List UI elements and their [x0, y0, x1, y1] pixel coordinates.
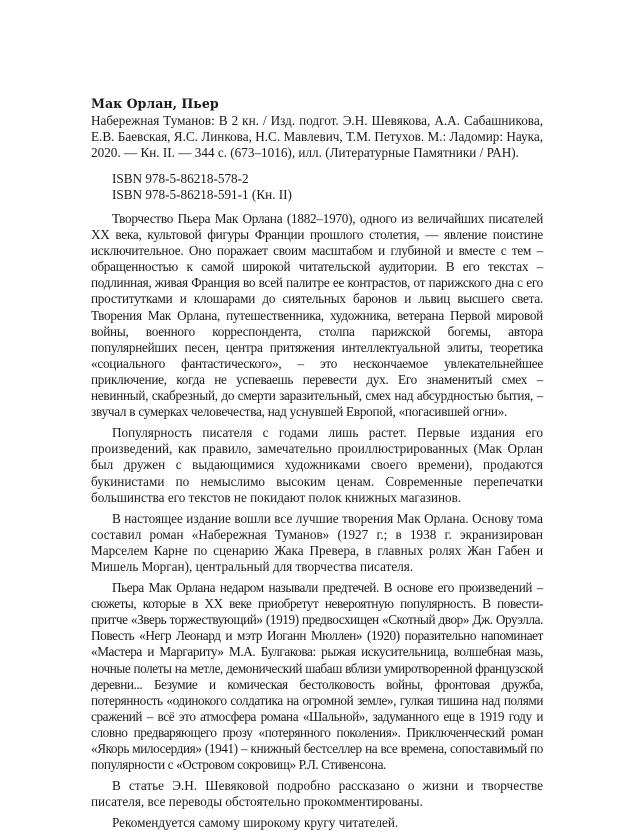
annotation [91, 211, 543, 831]
annotation-paragraph: В статье Э.Н. Шевяковой подробно рассказано о жизни и творчестве писателя, все переводы обстоятельно прокомментированы. [91, 778, 543, 810]
annotation-paragraph: В настоящее издание вошли все лучшие творения Мак Орлана. Основу тома составил роман «Набережная Туманов» (1927 г.; в 1938 г. экранизирован Марселем Карне по сценарию Жака Превера, в главных ролях Жан Габен и Мишель Морган), центральный для творчества писателя. [91, 510, 543, 574]
annotation-paragraph: Рекомендуется самому широкому кругу читателей. [112, 815, 399, 831]
isbn-line: ISBN 978-5-86218-591-1 (Кн. II) [112, 186, 292, 202]
bibliographic-description: Набережная Туманов: В 2 кн. / Изд. подгот. Э.Н. Шевякова, А.А. Сабашникова, Е.В. Баевская, Я.С. Линкова, Н.С. Мавлевич, Т.М. Петухов. М.: Ладомир: Наука, 2020. — Кн. II. — 344 с. (673–1016), илл. (Литературные Памятники / РАН). [91, 113, 543, 161]
annotation-paragraph: Популярность писателя с годами лишь растет. Первые издания его произведений, как правило, замечательно проиллюстрированных (Мак Орлан был дружен с выдающимися художниками своего времени), продаются букинистами по немыслимо высоким ценам. Современные перепечатки большинства его текстов не покидают полок книжных магазинов. [91, 425, 543, 505]
author-heading: Мак Орлан, Пьер [91, 96, 219, 111]
isbn-list [91, 171, 543, 203]
catalog-record [91, 96, 543, 831]
isbn-line: ISBN 978-5-86218-578-2 [112, 170, 249, 186]
annotation-paragraph: Творчество Пьера Мак Орлана (1882–1970), одного из величайших писателей XX века, культовой фигуры Франции прошлого столетия, — явление поистине исключительное. Оно поражает своим масштабом и глубиной и вместе с тем – обращенностью к самой широкой читательской аудитории. В его текстах – подлинная, живая Франция во всей палитре ее контрастов, от парижского дна с его проститутками и клошарами до сиятельных баронов и львиц высшего света. Творения Мак Орлана, путешественника, художника, ветерана Первой мировой войны, военного корреспондента, столпа парижской богемы, автора популярнейших песен, центра притяжения интеллектуальной элиты, теоретика «социального фантастического», – это нескончаемое увлекательнейшее приключение, когда не успеваешь перевести дух. Его знаменитый смех – невинный, скабрезный, до смерти заразительный, смех над абсурдностью бытия, – звучал в сумерках человечества, над уснувшей Европой, «погасившей огни». [91, 211, 543, 420]
annotation-paragraph: Пьера Мак Орлана недаром называли предтечей. В основе его произведений – сюжеты, которые в XX веке приобретут невероятную популярность. В повести-притче «Зверь торжествующий» (1919) предвосхищен «Скотный двор» Дж. Оруэлла. Повесть «Негр Леонард и мэтр Иоганн Мюллен» (1920) поразительно напоминает «Мастера и Маргариту» М.А. Булгакова: рыжая искусительница, волшебная мазь, ночные полеты на метле, демонический шабаш вблизи умиротворенной французской деревни... Безумие и комическая бестолковость войны, фронтовая дружба, потерянность «одинокого солдатика на огромной земле», гулкая тишина над полями сражений – всё это атмосфера романа «Шальной», задуманного еще в 1919 году и словно предваряющего прозу «потерянного поколения». Приключенческий роман «Якорь милосердия» (1941) – книжный бестселлер на все времена, сопоставимый по популярности с «Островом сокровищ» Р.Л. Стивенсона. [91, 580, 543, 773]
